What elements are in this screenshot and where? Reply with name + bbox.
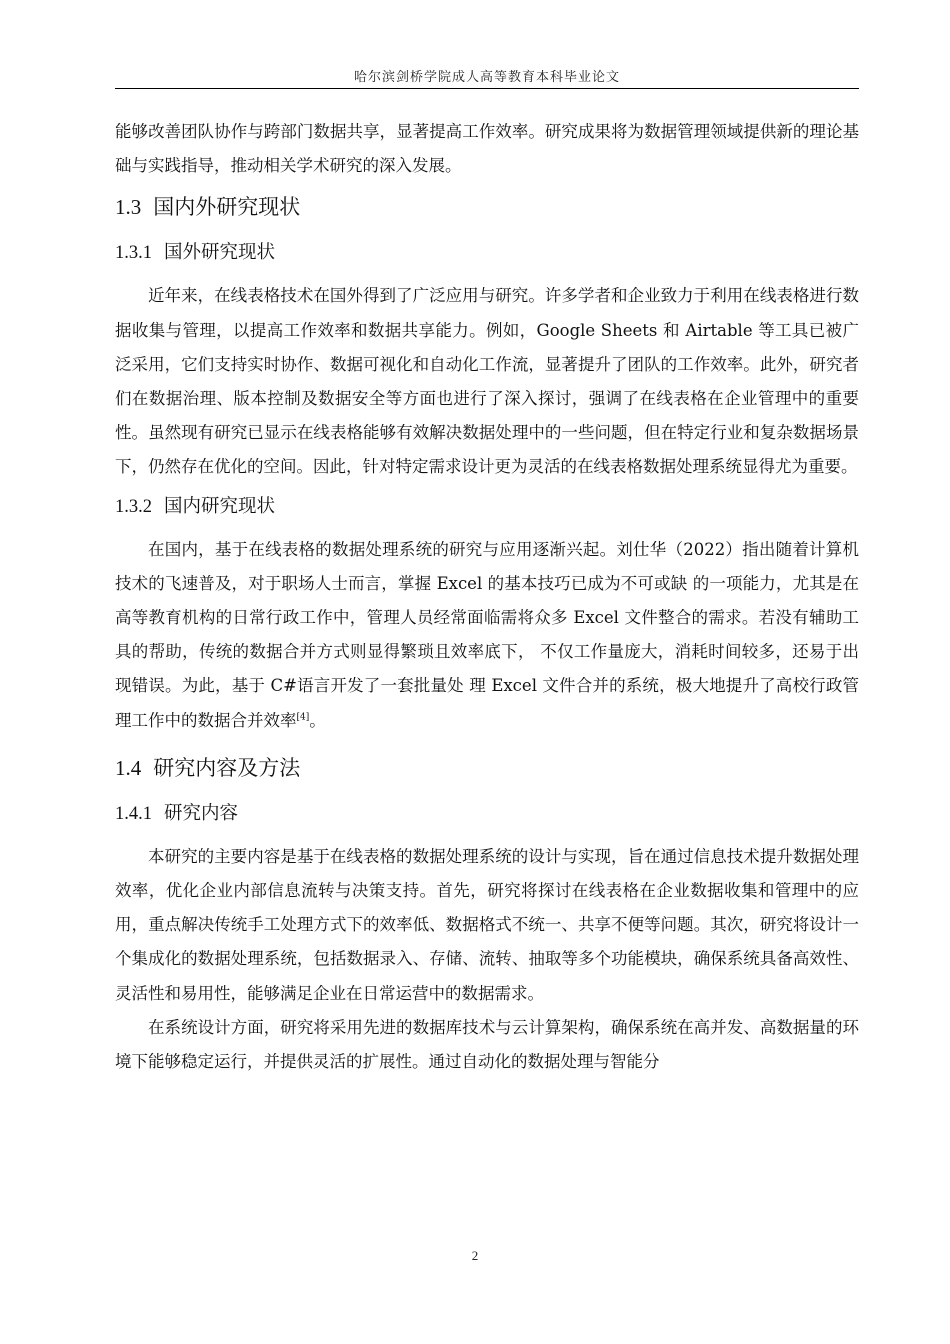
page-header: 哈尔滨剑桥学院成人高等教育本科毕业论文 [353,70,620,85]
header-rule [115,88,859,89]
page-content [115,115,859,1079]
page-number: 2 [471,1248,479,1263]
subsection-title: 研究内容 [164,802,239,824]
subsection-number: 1.4.1 [115,803,152,824]
section-title: 研究内容及方法 [153,755,301,780]
subsection-heading-1-3-2 [115,485,859,533]
subsection-number: 1.3.1 [115,243,152,264]
subsection-heading-1-3-1 [115,231,859,279]
paragraph-system-design: 在系统设计方面，研究将采用先进的数据库技术与云计算架构，确保系统在高并发、高数据量的环境下能够稳定运行，并提供灵活的扩展性。通过自动化的数据处理与智能分 [115,1017,859,1072]
citation-reference: [4] [296,712,310,723]
subsection-heading-1-4-1 [115,792,859,840]
subsection-number: 1.3.2 [115,496,152,517]
paragraph-foreign-research: 近年来，在线表格技术在国外得到了广泛应用与研究。许多学者和企业致力于利用在线表格进行数据收集与管理，以提高工作效率和数据共享能力。例如，Google Sheets 和 Airtable 等工具已被广泛采用，它们支持实时协作、数据可视化和自动化工作流，显著提升了团队的工作效率。此外，研究者们在数据治理、版本控制及数据安全等方面也进行了深入探讨，强调了在线表格在企业管理中的重要性。虽然现有研究已显示在线表格能够有效解决数据处理中的一些问题，但在特定行业和复杂数据场景下，仍然存在优化的空间。因此，针对特定需求设计更为灵活的在线表格数据处理系统显得尤为重要。 [115,286,859,477]
paragraph-end: 。 [309,710,326,730]
section-number: 1.3 [115,195,142,220]
subsection-title: 国内研究现状 [164,495,276,517]
subsection-title: 国外研究现状 [164,242,276,264]
paragraph-research-content: 本研究的主要内容是基于在线表格的数据处理系统的设计与实现，旨在通过信息技术提升数据处理效率，优化企业内部信息流转与决策支持。首先，研究将探讨在线表格在企业数据收集和管理中的应用，重点解决传统手工处理方式下的效率低、数据格式不统一、共享不便等问题。其次，研究将设计一个集成化的数据处理系统，包括数据录入、存储、流转、抽取等多个功能模块，确保系统具备高效性、灵活性和易用性，能够满足企业在日常运营中的数据需求。 [115,846,859,1003]
section-title: 国内外研究现状 [153,195,301,220]
section-heading-1-3 [115,183,859,231]
paragraph-domestic-research [115,533,859,738]
paragraph-text: 在国内，基于在线表格的数据处理系统的研究与应用逐渐兴起。刘仕华（2022）指出随着计算机技术的飞速普及，对于职场人士而言，掌握 Excel 的基本技巧已成为不可或缺 的一项能力，尤其是在高等教育机构的日常行政工作中，管理人员经常面临需将众多 Excel 文件整合的需求。若没有辅助工具的帮助，传统的数据合并方式则显得繁琐且效率底下， 不仅工作量庞大，消耗时间较多，还易于出现错误。为此，基于 C#语言开发了一套批量处 理 Excel 文件合并的系统，极大地提升了高校行政管理工作中的数据合并效率 [115,539,859,730]
intro-paragraph: 能够改善团队协作与跨部门数据共享，显著提高工作效率。研究成果将为数据管理领域提供新的理论基础与实践指导，推动相关学术研究的深入发展。 [115,122,859,176]
section-number: 1.4 [115,755,142,780]
section-heading-1-4 [115,744,859,792]
